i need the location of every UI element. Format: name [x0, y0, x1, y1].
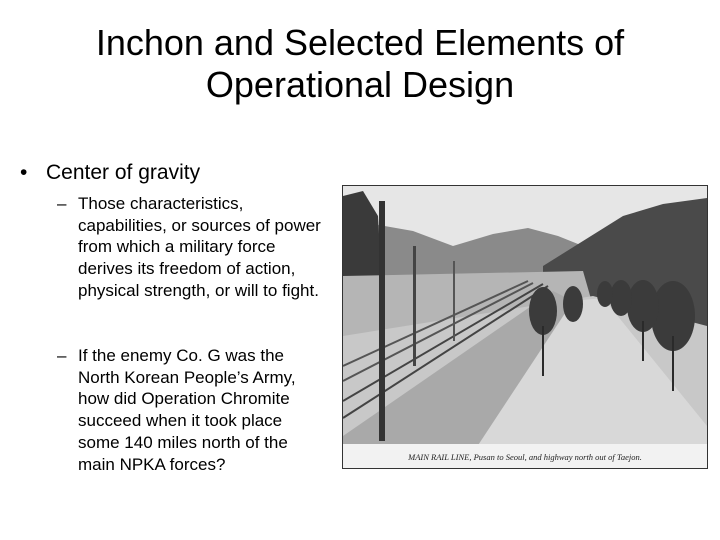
rail-line-photo-image: [343, 186, 707, 468]
bullet-text: Center of gravity: [46, 161, 201, 184]
sub-item-definition: [57, 193, 327, 302]
sub-item-text: Those characteristics, capabilities, or sources of power from which a military force derives its freedom of action, physical strength, or will to fight.: [78, 194, 321, 300]
slide-title: [40, 22, 680, 106]
rail-line-photo: [342, 185, 708, 469]
photo-caption: MAIN RAIL LINE, Pusan to Seoul, and highway north out of Taejon.: [408, 452, 642, 462]
sub-item-marker: –: [57, 346, 67, 365]
bullet-center-of-gravity: [20, 160, 200, 186]
sub-item-marker: –: [57, 194, 67, 213]
bullet-marker: •: [20, 161, 28, 184]
title-line-1: Inchon and Selected Elements of: [95, 22, 625, 63]
title-line-2: Operational Design: [205, 64, 515, 105]
sub-item-question: [57, 345, 327, 475]
sub-item-text: If the enemy Co. G was the North Korean People’s Army, how did Operation Chromite succeed when it took place some 140 miles north of the main NPKA forces?: [78, 346, 296, 474]
